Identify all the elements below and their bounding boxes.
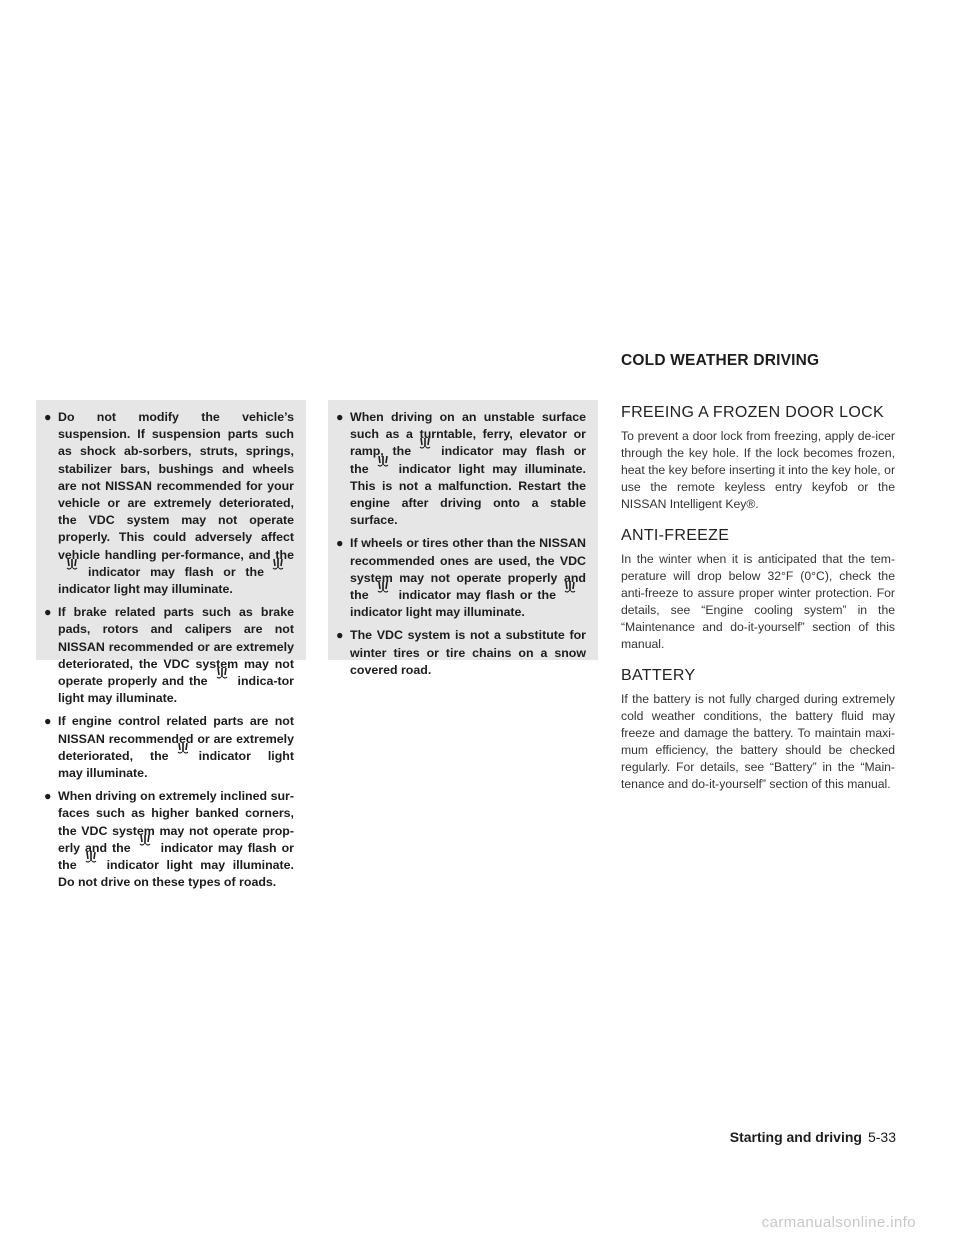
vdc-warning-icon — [131, 840, 161, 854]
bullet: ● — [44, 605, 52, 620]
list-item: ● If wheels or tires other than the NISSAN recommended ones are used, the VDC system may not operate properly and the indicator may flash or the indicator light may illuminate. — [336, 536, 586, 620]
vdc-warning-icon — [208, 673, 238, 687]
heading-anti-freeze: ANTI-FREEZE — [621, 527, 730, 544]
warning-column-middle — [336, 409, 586, 685]
vdc-warning-icon — [264, 564, 294, 578]
vdc-warning-icon — [369, 587, 399, 601]
paragraph-battery: If the battery is not fully charged during extremely cold weather conditions, the battery fluid may freeze and damage the battery. To maintain maxi-mum efficiency, the battery should be checked regularly. For details, see “Battery” in the “Main-tenance and do-it-yourself” section of this manual. — [621, 692, 895, 791]
paragraph-frozen-door-lock: To prevent a door lock from freezing, apply de-icer through the key hole. If the lock becomes frozen, heat the key before inserting it into the key hole, or use the remote keyless entry keyfob or the NISSAN Intelligent Key®. — [621, 429, 895, 511]
watermark: carmanualsonline.info — [761, 1214, 916, 1231]
vdc-warning-icon — [77, 857, 107, 871]
list-item: ● The VDC system is not a substitute for winter tires or tire chains on a snow covered road. — [336, 628, 586, 677]
vdc-warning-icon — [169, 748, 199, 762]
bullet: ● — [44, 714, 52, 729]
page-footer — [730, 1129, 896, 1145]
vdc-warning-icon — [556, 587, 586, 601]
list-item: ● When driving on an unstable surface such as a turntable, ferry, elevator or ramp, the indicator may flash or the indicator light may illuminate. This is not a malfunction. Restart the engine after driving onto a stable surface. — [336, 410, 586, 528]
paragraph-anti-freeze: In the winter when it is anticipated that the tem-perature will drop below 32°F (0°C), check the anti-freeze to assure proper winter protection. For details, see “Engine cooling system” in the “Maintenance and do-it-yourself” section of this manual. — [621, 552, 895, 651]
heading-frozen-door-lock: FREEING A FROZEN DOOR LOCK — [621, 404, 884, 421]
section-title: COLD WEATHER DRIVING — [621, 352, 820, 369]
page-number: 5-33 — [867, 1129, 896, 1145]
bullet: ● — [336, 536, 344, 551]
vdc-warning-icon — [369, 461, 399, 475]
list-item: ● Do not modify the vehicle’s suspension. If suspension parts such as shock ab-sorbers, struts, springs, stabilizer bars, bushings and wheels are not NISSAN recommended for your vehicle or are extremely deteriorated, the VDC system may not operate properly. This could adversely affect vehicle handling per-formance, and the indicator may flash or the indicator light may illuminate. — [44, 410, 294, 597]
bullet: ● — [336, 628, 344, 643]
vdc-warning-icon — [411, 443, 441, 457]
bullet: ● — [336, 410, 344, 424]
bullet: ● — [44, 789, 52, 804]
content-column-right — [621, 404, 895, 807]
vdc-warning-icon — [58, 564, 88, 578]
warning-column-left — [44, 409, 294, 897]
bullet: ● — [44, 410, 52, 424]
footer-section: Starting and driving — [729, 1129, 862, 1145]
heading-battery: BATTERY — [621, 667, 696, 684]
list-item: ● If brake related parts such as brake pads, rotors and calipers are not NISSAN recommended or are extremely deteriorated, the VDC system may not operate properly and the indica-tor light may illuminate. — [44, 605, 294, 706]
list-item: ● If engine control related parts are not NISSAN recommended or are extremely deteriorated, the indicator light may illuminate. — [44, 714, 294, 781]
list-item: ● When driving on extremely inclined sur-faces such as higher banked corners, the VDC system may not operate prop-erly and the indicator may flash or the indicator light may illuminate. Do not drive on these types of roads. — [44, 789, 294, 890]
